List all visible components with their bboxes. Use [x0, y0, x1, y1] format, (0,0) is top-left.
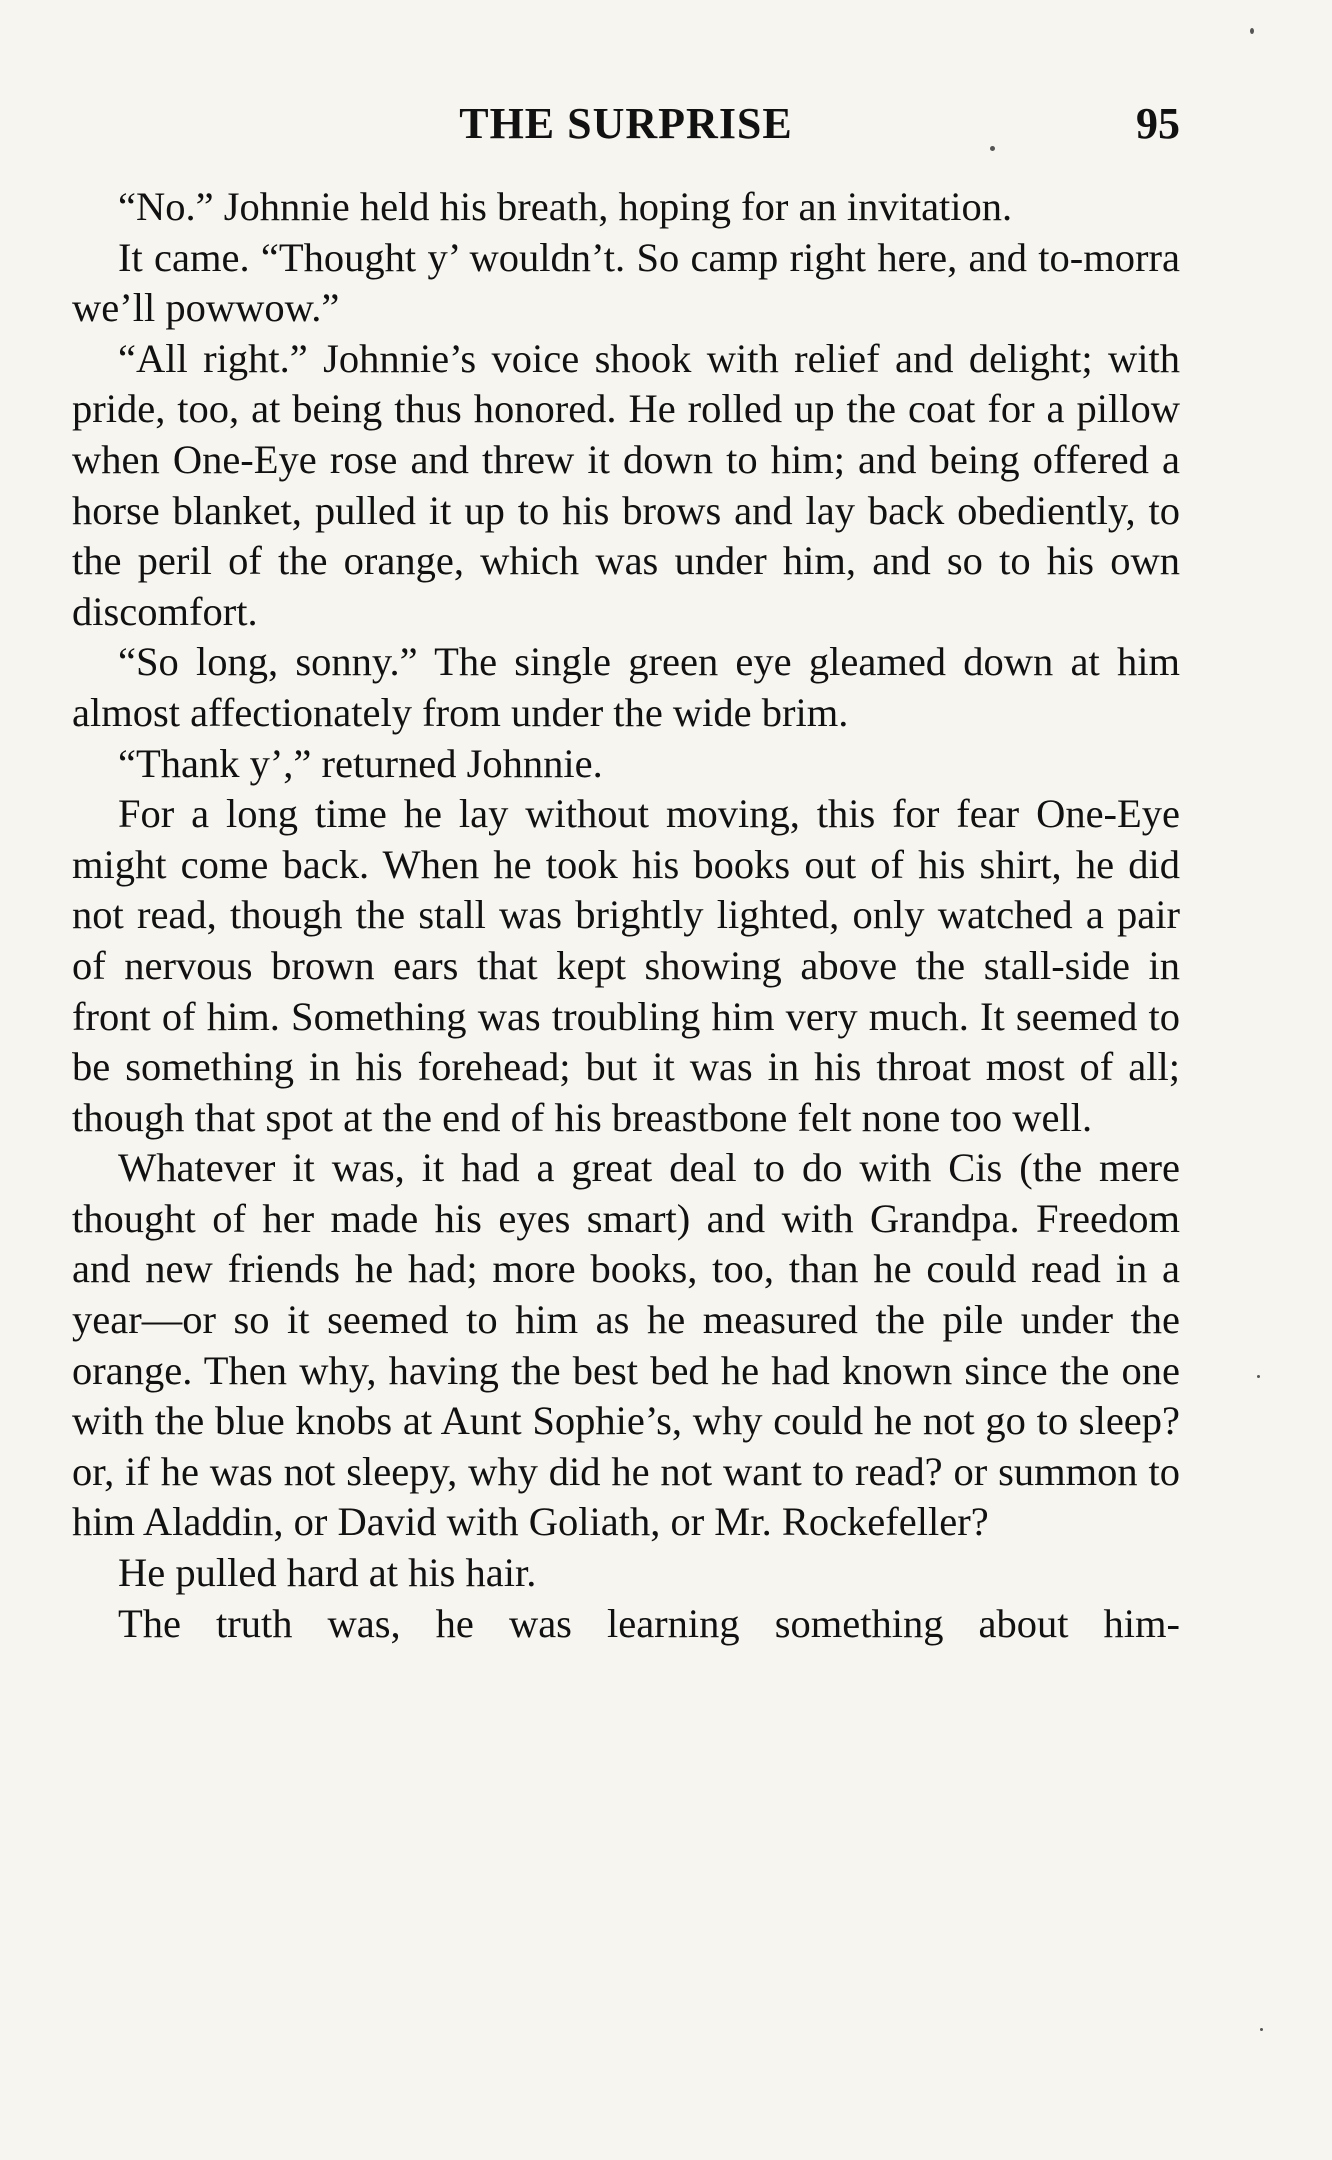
paragraph-4: “So long, sonny.” The single green eye gleamed down at him almost affectionately from under the wide brim. [72, 639, 1180, 735]
page-number: 95 [1136, 99, 1180, 148]
scan-speck [1250, 28, 1254, 34]
running-head: THE SURPRISE [459, 99, 793, 148]
paragraph-2: It came. “Thought y’ wouldn’t. So camp right here, and to-morra we’ll powwow.” [72, 234, 1180, 331]
paragraph-5: “Thank y’,” returned Johnnie. [118, 740, 603, 786]
page-header [72, 98, 1180, 154]
paragraph-1: “No.” Johnnie held his breath, hoping for an invitation. [118, 184, 1013, 229]
paragraph-9: The truth was, he was learning something about him- [118, 1600, 1180, 1646]
scan-speck [1257, 1375, 1260, 1378]
paragraph-6: For a long time he lay without moving, this for fear One-Eye might come back. When he took his books out of his shirt, he did not read, though the stall was brightly lighted, only watched a pair of nervous brown ears that kept showing above the stall-side in front of him. Something was troubling him very much. It seemed to be something in his forehead; but it was in his throat most of all; though that spot at the end of his breastbone felt none too well. [72, 791, 1180, 1140]
paragraph-7: Whatever it was, it had a great deal to do with Cis (the mere thought of her made his eyes smart) and with Grandpa. Freedom and new friends he had; more books, too, than he could read in a year—or so it seemed to him as he measured the pile under the orange. Then why, having the best bed he had known since the one with the blue knobs at Aunt Sophie’s, why could he not go to sleep? or, if he was not sleepy, why did he not want to read? or summon to him Aladdin, or David with Goliath, or Mr. Rockefeller? [72, 1145, 1180, 1545]
scan-speck [1260, 2028, 1263, 2031]
paragraph-8: He pulled hard at his hair. [118, 1550, 537, 1596]
body-text [72, 182, 1180, 1649]
scan-speck [990, 146, 995, 151]
paragraph-3: “All right.” Johnnie’s voice shook with relief and delight; with pride, too, at being thus honored. He rolled up the coat for a pillow when One-Eye rose and threw it down to him; and being offered a horse blanket, pulled it up to his brows and lay back obediently, to the peril of the orange, which was under him, and so to his own discomfort. [72, 335, 1180, 634]
